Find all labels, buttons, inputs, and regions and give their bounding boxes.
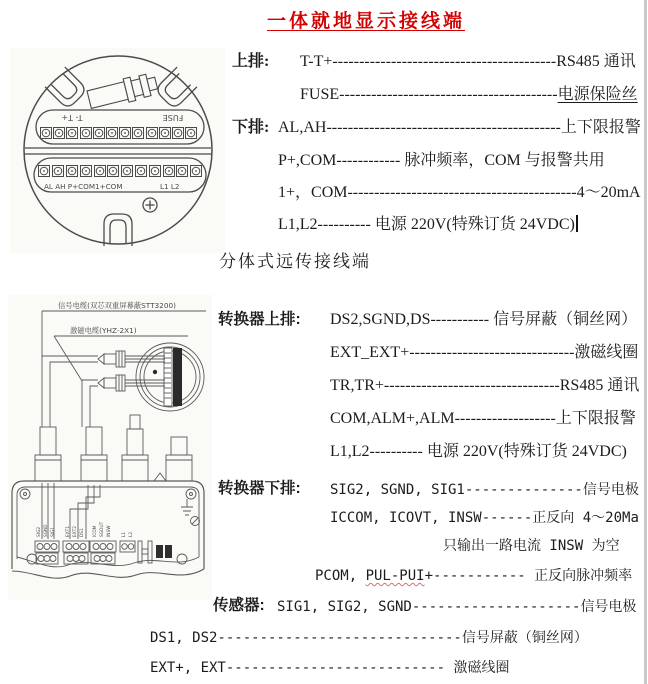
legend-row: 1+，COM-------------------------------------------4～20mA [278,184,641,201]
svg-text:EXT1: EXT1 [66,526,71,537]
sensor-header: 传感器: [213,597,265,614]
svg-text:SGND: SGND [44,524,49,537]
svg-text:ICOM: ICOM [93,525,98,537]
terminal-housing-diagram [10,48,225,258]
legend-row: DS2,SGND,DS----------- 信号屏蔽（铜丝网） [330,311,638,328]
section-subtitle: 分体式远传接线端 [219,252,371,271]
legend-row: P+,COM------------ 脉冲频率，COM 与报警共用 [278,152,605,169]
integrated-bottom-row-header: 下排: [232,119,270,136]
excitation-cable-label: 激磁电缆(YHZ-2X1) [70,326,137,335]
page-edge-artifact [644,0,647,684]
upper-strip-label-fuse: FUSE [162,113,184,122]
legend-row: DS1, DS2-----------------------------信号屏蔽（铜丝网） [150,630,588,646]
lower-strip-label-left: AL AH P+COM1+COM [44,182,123,191]
legend-row: L1,L2---------- 电源 220V(特殊订货 24VDC) [330,443,627,460]
legend-row: L1,L2---------- 电源 220V(特殊订货 24VDC) [278,215,578,235]
svg-text:SGOUT: SGOUT [100,521,105,537]
signal-cable-label: 信号电缆(双芯双重屏幕蔽STT3200) [58,301,176,310]
svg-text:INSW: INSW [107,525,112,537]
legend-row: T-T+------------------------------------------RS485 通讯 [300,53,636,70]
legend-row: EXT_EXT+-------------------------------激磁线圈 [330,344,639,361]
converter-top-header: 转换器上排: [218,311,301,328]
svg-text:DS1: DS1 [80,528,85,537]
svg-text:SIG1: SIG1 [51,526,56,537]
integrated-top-row-header: 上排: [232,53,270,70]
legend-row: ICCOM, ICOVT, INSW------正反向 4～20Ma [330,510,639,526]
legend-note: 只输出一路电流 INSW 为空 [443,538,620,554]
terminal-housing-svg [10,48,225,253]
legend-row: COM,ALM+,ALM-------------------上下限报警 [330,410,636,427]
lower-strip-label-right: L1 L2 [160,182,180,191]
legend-row: SIG2, SGND, SIG1--------------信号电极 [330,482,639,498]
svg-text:EXT2: EXT2 [73,526,78,537]
legend-row: EXT+, EXT-------------------------- 激磁线圈 [150,660,510,676]
svg-text:L1: L1 [122,531,127,537]
transmitter-box-diagram [8,295,212,605]
legend-row: FUSE-----------------------------------------电源保险丝 [300,86,638,103]
svg-text:L2: L2 [129,531,134,537]
svg-text:SIG2: SIG2 [37,526,42,537]
legend-row: TR,TR+---------------------------------RS485 通讯 [330,377,640,394]
converter-bottom-header: 转换器下排: [218,480,301,497]
transmitter-box-svg [8,295,212,600]
legend-row: AL,AH--------------------------------------------上下限报警 [278,119,641,136]
page-title: 一体就地显示接线端 [267,11,466,32]
text-cursor [576,215,578,232]
upper-strip-label-tt: T- T+ [61,113,83,122]
legend-row: SIG1, SIG2, SGND--------------------信号电极 [277,599,637,615]
legend-row: PCOM, PUL-PUI+----------- 正反向脉冲频率 [315,568,633,584]
